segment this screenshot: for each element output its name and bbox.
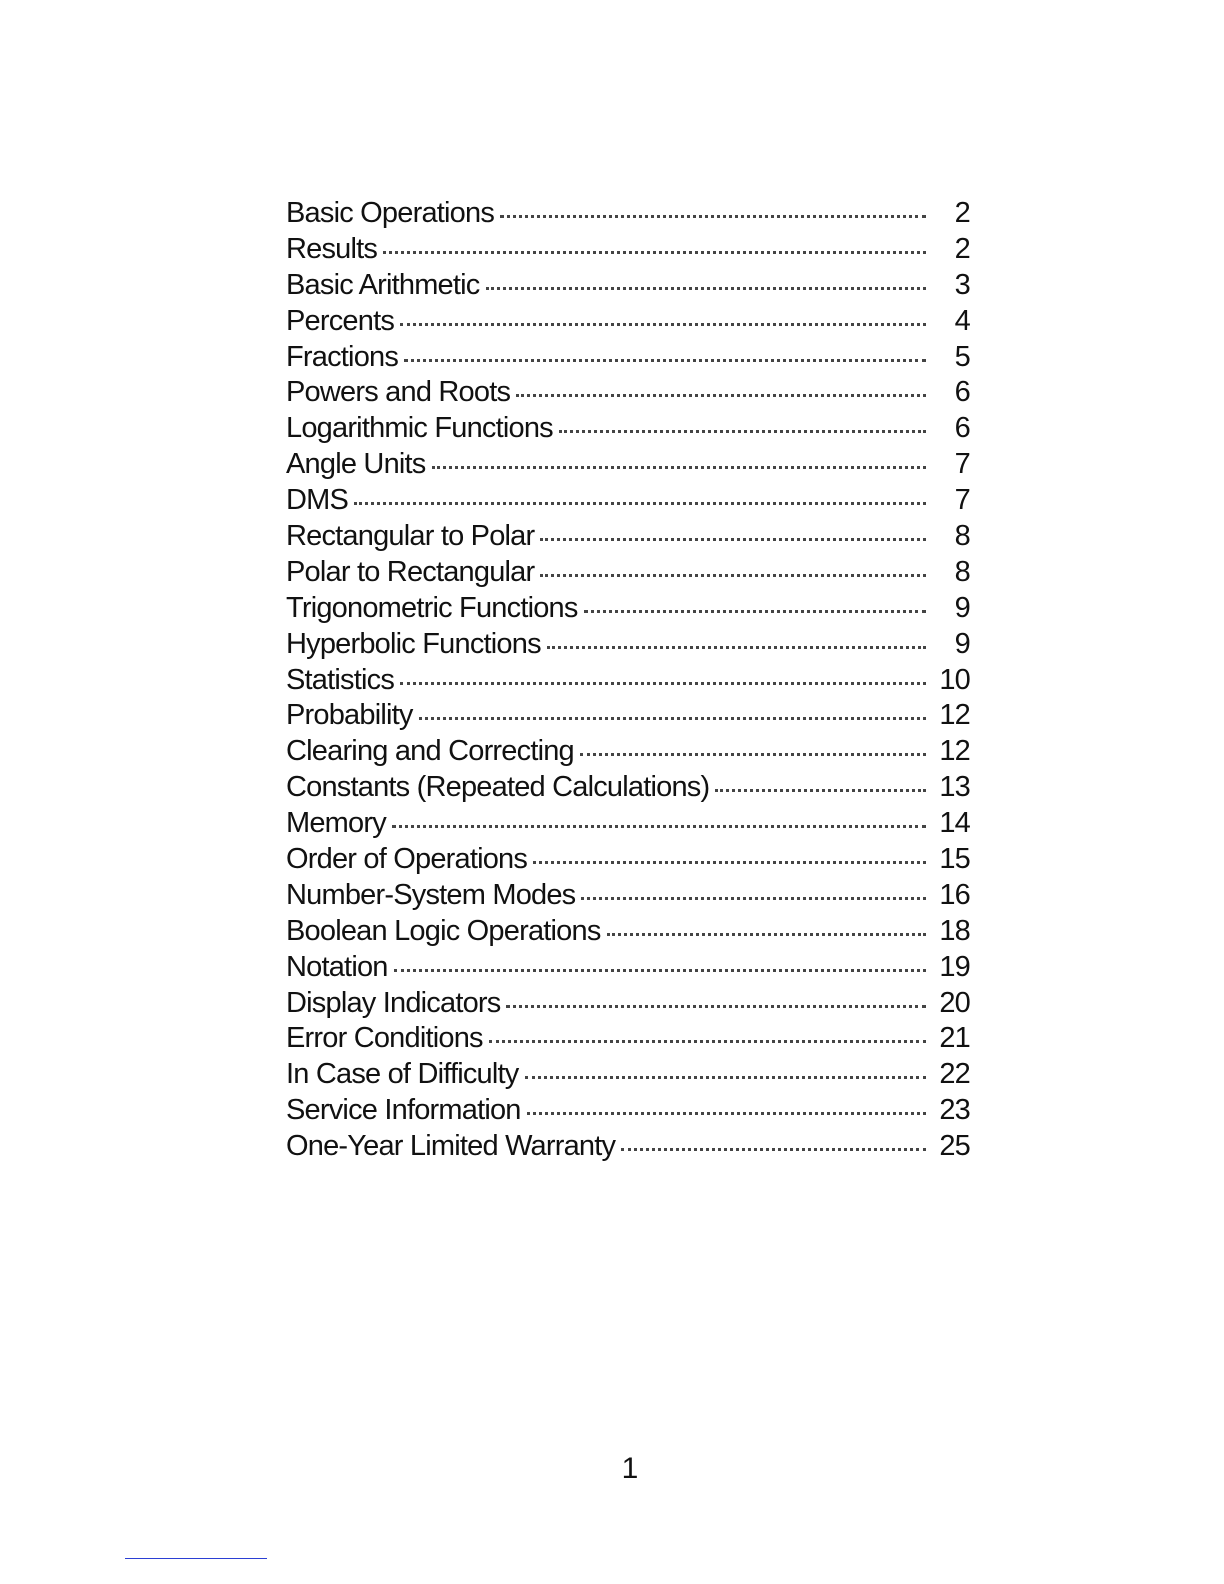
page-number: 1: [621, 1452, 639, 1485]
dot-leader: [525, 1076, 927, 1079]
toc-entry-page: 15: [939, 843, 970, 876]
toc-entry-title: Results: [286, 232, 378, 265]
toc-entry: [286, 268, 970, 304]
toc-entry: [286, 340, 970, 376]
footer-rule: [125, 1558, 267, 1559]
dot-leader: [607, 933, 926, 936]
toc-entry: [286, 842, 970, 878]
dot-leader: [489, 1040, 926, 1043]
toc-entry: [286, 950, 970, 986]
dot-leader: [533, 861, 926, 864]
dot-leader: [621, 1148, 926, 1151]
toc-entry-page: 4: [954, 304, 970, 337]
dot-leader: [432, 466, 927, 469]
dot-leader: [394, 969, 926, 972]
toc-entry: [286, 627, 970, 663]
toc-entry-page: 25: [939, 1130, 970, 1163]
toc-entry-title: Fractions: [286, 340, 399, 373]
toc-entry-title: Clearing and Correcting: [286, 735, 574, 768]
toc-entry-title: Angle Units: [286, 448, 426, 481]
toc-entry-title: DMS: [286, 484, 349, 517]
toc-entry-title: Percents: [286, 304, 395, 337]
toc-entry-title: Notation: [286, 950, 388, 983]
toc-entry-title: Basic Operations: [286, 197, 495, 229]
toc-entry-title: Memory: [286, 807, 386, 840]
toc-entry: [286, 447, 970, 483]
toc-entry-page: 10: [939, 663, 970, 696]
dot-leader: [500, 215, 926, 218]
toc-entry: [286, 663, 970, 699]
dot-leader: [404, 359, 926, 362]
dot-leader: [559, 430, 926, 433]
toc-entry-page: 22: [939, 1058, 970, 1091]
toc-entry: [286, 483, 970, 519]
toc-entry-page: 3: [954, 268, 970, 301]
toc-entry: [286, 375, 970, 411]
dot-leader: [715, 789, 926, 792]
toc-entry-page: 12: [939, 735, 970, 768]
dot-leader: [581, 897, 926, 900]
toc-entry-page: 7: [954, 448, 970, 481]
toc-entry: [286, 591, 970, 627]
dot-leader: [540, 538, 926, 541]
toc-entry-page: 8: [954, 520, 970, 553]
dot-leader: [392, 825, 926, 828]
toc-entry: [286, 232, 970, 268]
toc-entry-page: 20: [939, 986, 970, 1019]
toc-entry-title: Powers and Roots: [286, 376, 511, 409]
toc-entry-page: 21: [939, 1022, 970, 1055]
dot-leader: [580, 753, 926, 756]
dot-leader: [419, 717, 926, 720]
toc-entry-title: Trigonometric Functions: [286, 591, 578, 624]
dot-leader: [547, 646, 926, 649]
toc-entry-page: 14: [939, 807, 970, 840]
dot-leader: [506, 1005, 926, 1008]
toc-entry-page: 5: [954, 340, 970, 373]
toc-entry: [286, 806, 970, 842]
toc-entry-page: 2: [954, 197, 970, 229]
toc-entry: [286, 196, 970, 232]
dot-leader: [383, 251, 926, 254]
toc-entry: [286, 1129, 970, 1165]
dot-leader: [400, 323, 926, 326]
toc-entry: [286, 1093, 970, 1129]
toc-entry: [286, 555, 970, 591]
toc-entry-title: In Case of Difficulty: [286, 1058, 519, 1091]
toc-entry-page: 23: [939, 1094, 970, 1127]
toc-entry-title: Service Information: [286, 1094, 521, 1127]
toc-entry-page: 12: [939, 699, 970, 732]
toc-entry-page: 2: [954, 232, 970, 265]
table-of-contents: [286, 196, 970, 1165]
toc-entry-page: 16: [939, 878, 970, 911]
toc-entry: [286, 519, 970, 555]
toc-entry: [286, 698, 970, 734]
toc-entry: [286, 411, 970, 447]
toc-entry-page: 9: [954, 591, 970, 624]
dot-leader: [527, 1112, 926, 1115]
dot-leader: [486, 287, 927, 290]
toc-entry-title: Error Conditions: [286, 1022, 483, 1055]
dot-leader: [584, 610, 926, 613]
toc-entry: [286, 878, 970, 914]
toc-entry-page: 7: [954, 484, 970, 517]
toc-entry-title: Probability: [286, 699, 413, 732]
toc-entry-page: 18: [939, 914, 970, 947]
toc-entry: [286, 304, 970, 340]
toc-entry-title: Rectangular to Polar: [286, 520, 535, 553]
dot-leader: [540, 574, 926, 577]
toc-entry: [286, 770, 970, 806]
toc-entry-page: 8: [954, 555, 970, 588]
toc-entry-title: Constants (Repeated Calculations): [286, 771, 710, 804]
toc-entry-title: Statistics: [286, 663, 395, 696]
toc-entry-title: Basic Arithmetic: [286, 268, 480, 301]
toc-entry: [286, 914, 970, 950]
toc-entry: [286, 986, 970, 1022]
toc-entry-title: One-Year Limited Warranty: [286, 1130, 616, 1163]
toc-entry-title: Display Indicators: [286, 986, 501, 1019]
toc-entry: [286, 1057, 970, 1093]
toc-entry-title: Boolean Logic Operations: [286, 914, 601, 947]
toc-entry-title: Number-System Modes: [286, 878, 576, 911]
toc-entry: [286, 1021, 970, 1057]
toc-entry-title: Hyperbolic Functions: [286, 627, 541, 660]
toc-entry-page: 19: [939, 950, 970, 983]
dot-leader: [400, 682, 926, 685]
dot-leader: [354, 502, 926, 505]
toc-entry-page: 6: [954, 412, 970, 445]
toc-entry-page: 6: [954, 376, 970, 409]
toc-entry-title: Order of Operations: [286, 843, 528, 876]
toc-entry-title: Logarithmic Functions: [286, 412, 553, 445]
toc-entry-page: 9: [954, 627, 970, 660]
toc-entry-title: Polar to Rectangular: [286, 555, 535, 588]
dot-leader: [516, 394, 926, 397]
toc-entry: [286, 734, 970, 770]
toc-entry-page: 13: [939, 771, 970, 804]
